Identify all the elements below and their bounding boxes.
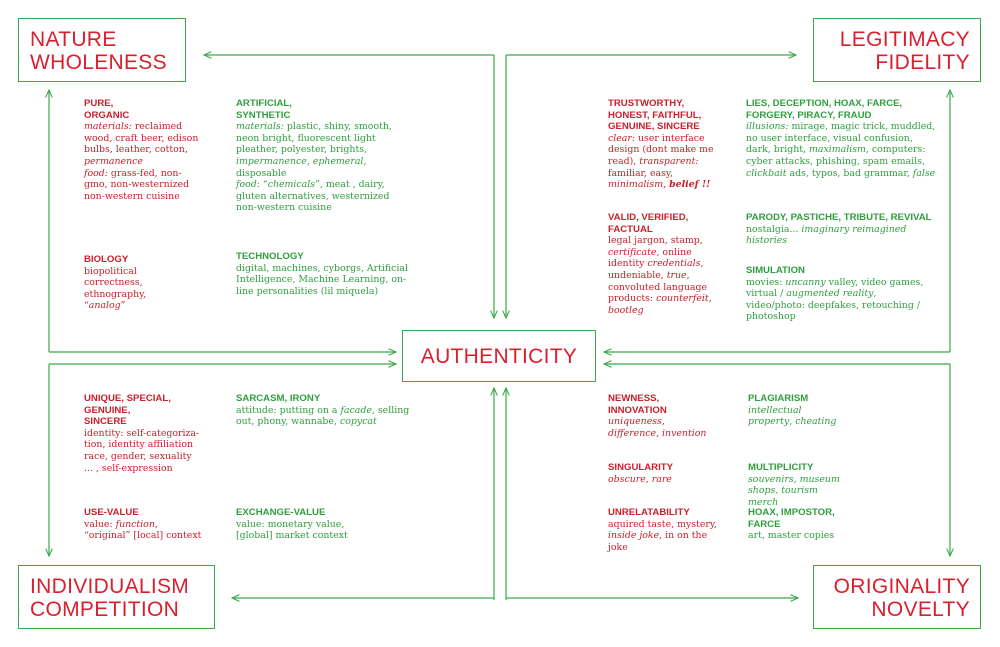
trustworthy-text: belief !!: [669, 179, 711, 191]
hoax-heading-line: HOAX, IMPOSTOR,: [748, 507, 835, 518]
trustworthy-heading: [608, 98, 720, 133]
trustworthy-heading-line: GENUINE, SINCERE: [608, 121, 700, 133]
label-fidelity: FIDELITY: [875, 51, 970, 74]
block-simulation: [746, 265, 936, 323]
parody-text: imaginary reimagined histories: [746, 223, 907, 247]
singularity-text: rare: [651, 473, 672, 485]
sarcasm-body: [236, 405, 411, 428]
usevalue-body: [84, 519, 209, 542]
label-individualism-competition: [30, 575, 189, 621]
biology-text: analog: [88, 300, 121, 312]
box-legitimacy-fidelity: [813, 18, 981, 82]
lies-text: , computers: cyber attacks, phishing, spam emails,: [746, 144, 926, 167]
artificial-text: : “: [256, 179, 268, 191]
block-unique-special: [84, 393, 202, 474]
newness-heading: [608, 393, 712, 416]
artificial-text: plastic, shiny, smooth, neon bright, fluorescent light pleather, polyester, brights,: [236, 121, 392, 156]
box-authenticity: [402, 330, 596, 382]
artificial-text: , disposable: [236, 155, 367, 179]
lies-body: [746, 121, 938, 179]
plagiarism-text: ,: [789, 416, 796, 428]
pure-text: grass-fed, non-gmo, non-westernized non-western cuisine: [84, 167, 190, 202]
label-individualism: INDIVIDUALISM: [30, 575, 190, 598]
simulation-heading-line: SIMULATION: [746, 265, 805, 276]
valid-heading-line: FACTUAL: [608, 223, 653, 235]
lies-text: ads, typos, bad grammar,: [786, 167, 913, 179]
pure-text: permanence: [84, 155, 143, 167]
sarcasm-heading-line: SARCASM, IRONY: [236, 393, 321, 404]
trustworthy-text: user interface design (dont make me read),: [608, 132, 714, 167]
lies-text: maximalism: [808, 144, 866, 156]
multiplicity-heading-line: MULTIPLICITY: [748, 462, 814, 473]
newness-heading-line: NEWNESS,: [608, 393, 660, 404]
block-pure-organic: [84, 98, 202, 202]
technology-body: [236, 263, 411, 298]
parody-body: [746, 224, 946, 247]
lies-heading: [746, 98, 938, 121]
box-individualism-competition: [18, 565, 215, 629]
simulation-heading: [746, 265, 936, 277]
simulation-text: , video/photo: deepfakes, retouching / photoshop: [746, 288, 920, 323]
trustworthy-body: [608, 133, 720, 191]
artificial-text: ”, meat , dairy, gluten alternatives, westernized non-western cuisine: [236, 179, 390, 214]
box-originality-novelty: [813, 565, 981, 629]
unique-heading-line: UNIQUE, SPECIAL,: [84, 393, 171, 404]
plagiarism-body: [748, 405, 848, 428]
parody-text: nostalgia...: [746, 223, 802, 235]
valid-text: , undeniable,: [608, 258, 704, 281]
usevalue-heading: [84, 507, 209, 519]
valid-text: , convoluted language products:: [608, 269, 708, 305]
block-artificial-synthetic: [236, 98, 411, 214]
label-originality: ORIGINALITY: [833, 575, 970, 598]
block-multiplicity: [748, 462, 848, 508]
sarcasm-text: facade: [340, 404, 372, 416]
sarcasm-heading: [236, 393, 411, 405]
singularity-heading-line: SINGULARITY: [608, 462, 674, 473]
block-newness-innovation: [608, 393, 712, 439]
biology-text: ”: [120, 300, 126, 312]
pure-text: materials:: [84, 121, 132, 133]
unique-text: identity: self-categoriza-tion, identity affiliation race, gender, sexuality ... , self-expression: [84, 427, 200, 474]
trustworthy-text: clear:: [608, 132, 636, 144]
hoax-body: [748, 530, 848, 542]
multiplicity-body: [748, 474, 848, 509]
label-legitimacy-fidelity: [840, 28, 970, 74]
trustworthy-text: familiar, easy,: [608, 167, 673, 179]
valid-text: certificate: [608, 246, 657, 258]
trustworthy-heading-line: HONEST, FAITHFUL,: [608, 109, 702, 121]
sarcasm-text: copycat: [339, 416, 377, 428]
block-trustworthy: [608, 98, 720, 191]
lies-text: illusions:: [746, 121, 789, 133]
pure-heading: [84, 98, 202, 121]
plagiarism-heading-line: PLAGIARISM: [748, 393, 809, 404]
sarcasm-text: , selling out, phony, wannabe,: [236, 404, 410, 428]
label-originality-novelty: [834, 575, 970, 621]
block-unrelatability: [608, 507, 720, 553]
unrelatability-text: aquired taste, mystery,: [608, 518, 717, 530]
trustworthy-heading-line: TRUSTWORTHY,: [608, 98, 685, 109]
multiplicity-text: souvenirs, museum shops, tourism merch: [748, 473, 840, 508]
label-legitimacy: LEGITIMACY: [839, 28, 970, 51]
usevalue-text: value:: [84, 518, 116, 530]
biology-body: [84, 266, 176, 312]
simulation-text: valley, video games, virtual /: [746, 276, 924, 300]
newness-heading-line: INNOVATION: [608, 404, 667, 416]
valid-text: legal jargon, stamp,: [608, 235, 703, 247]
label-nature: NATURE: [30, 28, 117, 51]
hoax-heading: [748, 507, 848, 530]
biology-heading-line: BIOLOGY: [84, 254, 129, 265]
parody-heading-line: PARODY, PASTICHE, TRIBUTE, REVIVAL: [746, 212, 932, 223]
artificial-heading-line: SYNTHETIC: [236, 109, 291, 121]
parody-heading: [746, 212, 946, 224]
trustworthy-text: transparent:: [639, 155, 699, 167]
valid-text: credentials: [647, 258, 701, 270]
artificial-text: materials:: [236, 121, 284, 133]
unique-heading-line: SINCERE: [84, 416, 127, 428]
lies-heading-line: FORGERY, PIRACY, FRAUD: [746, 109, 872, 121]
newness-text: uniqueness: [608, 416, 662, 428]
valid-heading: [608, 212, 712, 235]
box-nature-wholeness: [18, 18, 186, 82]
block-parody-pastiche: [746, 212, 946, 247]
technology-text: digital, machines, cyborgs, Artificial Intelligence, Machine Learning, on-line personalities (lil miquela): [236, 262, 408, 297]
exchange-body: [236, 519, 356, 542]
newness-text: ,: [656, 427, 663, 439]
lies-text: false: [912, 167, 936, 179]
usevalue-heading-line: USE-VALUE: [84, 507, 139, 518]
block-technology: [236, 251, 411, 297]
plagiarism-text: intellectual property: [748, 404, 802, 428]
pure-body: [84, 121, 202, 202]
biology-text: biopolitical correctness, ethnography, “: [84, 265, 147, 312]
hoax-text: art, master copies: [748, 530, 835, 542]
valid-text: bootleg: [608, 304, 644, 316]
sarcasm-text: attitude: putting on a: [236, 404, 341, 416]
biology-heading: [84, 254, 176, 266]
artificial-text: impermanence, ephemeral: [236, 155, 364, 167]
valid-text: ,: [708, 293, 712, 305]
valid-text: true: [666, 269, 687, 281]
block-sarcasm-irony: [236, 393, 411, 428]
label-competition: COMPETITION: [30, 598, 180, 621]
exchange-heading-line: EXCHANGE-VALUE: [236, 507, 326, 518]
label-nature-wholeness: [30, 28, 167, 74]
lies-text: clickbait: [746, 167, 787, 179]
simulation-text: uncanny: [785, 276, 826, 288]
unique-body: [84, 428, 202, 474]
usevalue-text: function: [115, 518, 155, 530]
pure-text: reclaimed wood, craft beer, edison bulbs, leather, cotton,: [84, 121, 199, 156]
trustworthy-text: minimalism: [608, 179, 664, 191]
unrelatability-heading: [608, 507, 720, 519]
artificial-heading: [236, 98, 411, 121]
multiplicity-heading: [748, 462, 848, 474]
block-plagiarism: [748, 393, 848, 428]
block-lies-deception: [746, 98, 938, 179]
valid-heading-line: VALID, VERIFIED,: [608, 212, 689, 223]
plagiarism-text: cheating: [795, 416, 837, 428]
valid-text: counterfeit: [656, 293, 709, 305]
unrelatability-heading-line: UNRELATABILITY: [608, 507, 690, 518]
technology-heading: [236, 251, 411, 263]
plagiarism-heading: [748, 393, 848, 405]
pure-text: food:: [84, 167, 108, 179]
simulation-body: [746, 277, 936, 323]
valid-text: , online identity: [608, 246, 692, 270]
exchange-text: value: monetary value, [global] market context: [236, 518, 348, 542]
singularity-heading: [608, 462, 712, 474]
newness-text: difference: [608, 427, 657, 439]
singularity-text: obscure: [608, 473, 646, 485]
label-authenticity: AUTHENTICITY: [420, 345, 578, 368]
label-wholeness: WHOLENESS: [30, 51, 167, 74]
newness-text: invention: [662, 427, 707, 439]
block-singularity: [608, 462, 712, 485]
pure-heading-line: PURE,: [84, 98, 114, 109]
singularity-body: [608, 474, 712, 486]
lies-heading-line: LIES, DECEPTION, HOAX, FARCE,: [746, 98, 903, 109]
unrelatability-text: inside joke: [608, 530, 660, 542]
trustworthy-text: ,: [663, 179, 670, 191]
block-biology: [84, 254, 176, 312]
simulation-text: augmented reality: [786, 288, 874, 300]
pure-heading-line: ORGANIC: [84, 109, 130, 121]
usevalue-text: ,: [154, 518, 158, 530]
hoax-heading-line: FARCE: [748, 518, 781, 530]
newness-body: [608, 416, 712, 439]
artificial-text: chemicals: [267, 179, 316, 191]
technology-heading-line: TECHNOLOGY: [236, 251, 304, 262]
artificial-heading-line: ARTIFICIAL,: [236, 98, 292, 109]
block-valid-verified: [608, 212, 712, 316]
block-use-value: [84, 507, 209, 542]
label-novelty: NOVELTY: [871, 598, 970, 621]
unique-heading-line: GENUINE,: [84, 404, 131, 416]
block-hoax-impostor: [748, 507, 848, 542]
newness-text: ,: [661, 416, 665, 428]
artificial-body: [236, 121, 411, 214]
unrelatability-text: , in on the joke: [608, 530, 708, 553]
lies-text: mirage, magic trick, muddled, no user interface, visual confusion, dark, bright,: [746, 121, 936, 156]
singularity-text: ,: [645, 473, 652, 485]
usevalue-text: “original” [local] context: [84, 530, 202, 542]
unrelatability-body: [608, 519, 720, 554]
valid-body: [608, 235, 712, 316]
unique-heading: [84, 393, 202, 428]
artificial-text: food: [236, 179, 257, 191]
block-exchange-value: [236, 507, 356, 542]
simulation-text: movies:: [746, 276, 786, 288]
exchange-heading: [236, 507, 356, 519]
